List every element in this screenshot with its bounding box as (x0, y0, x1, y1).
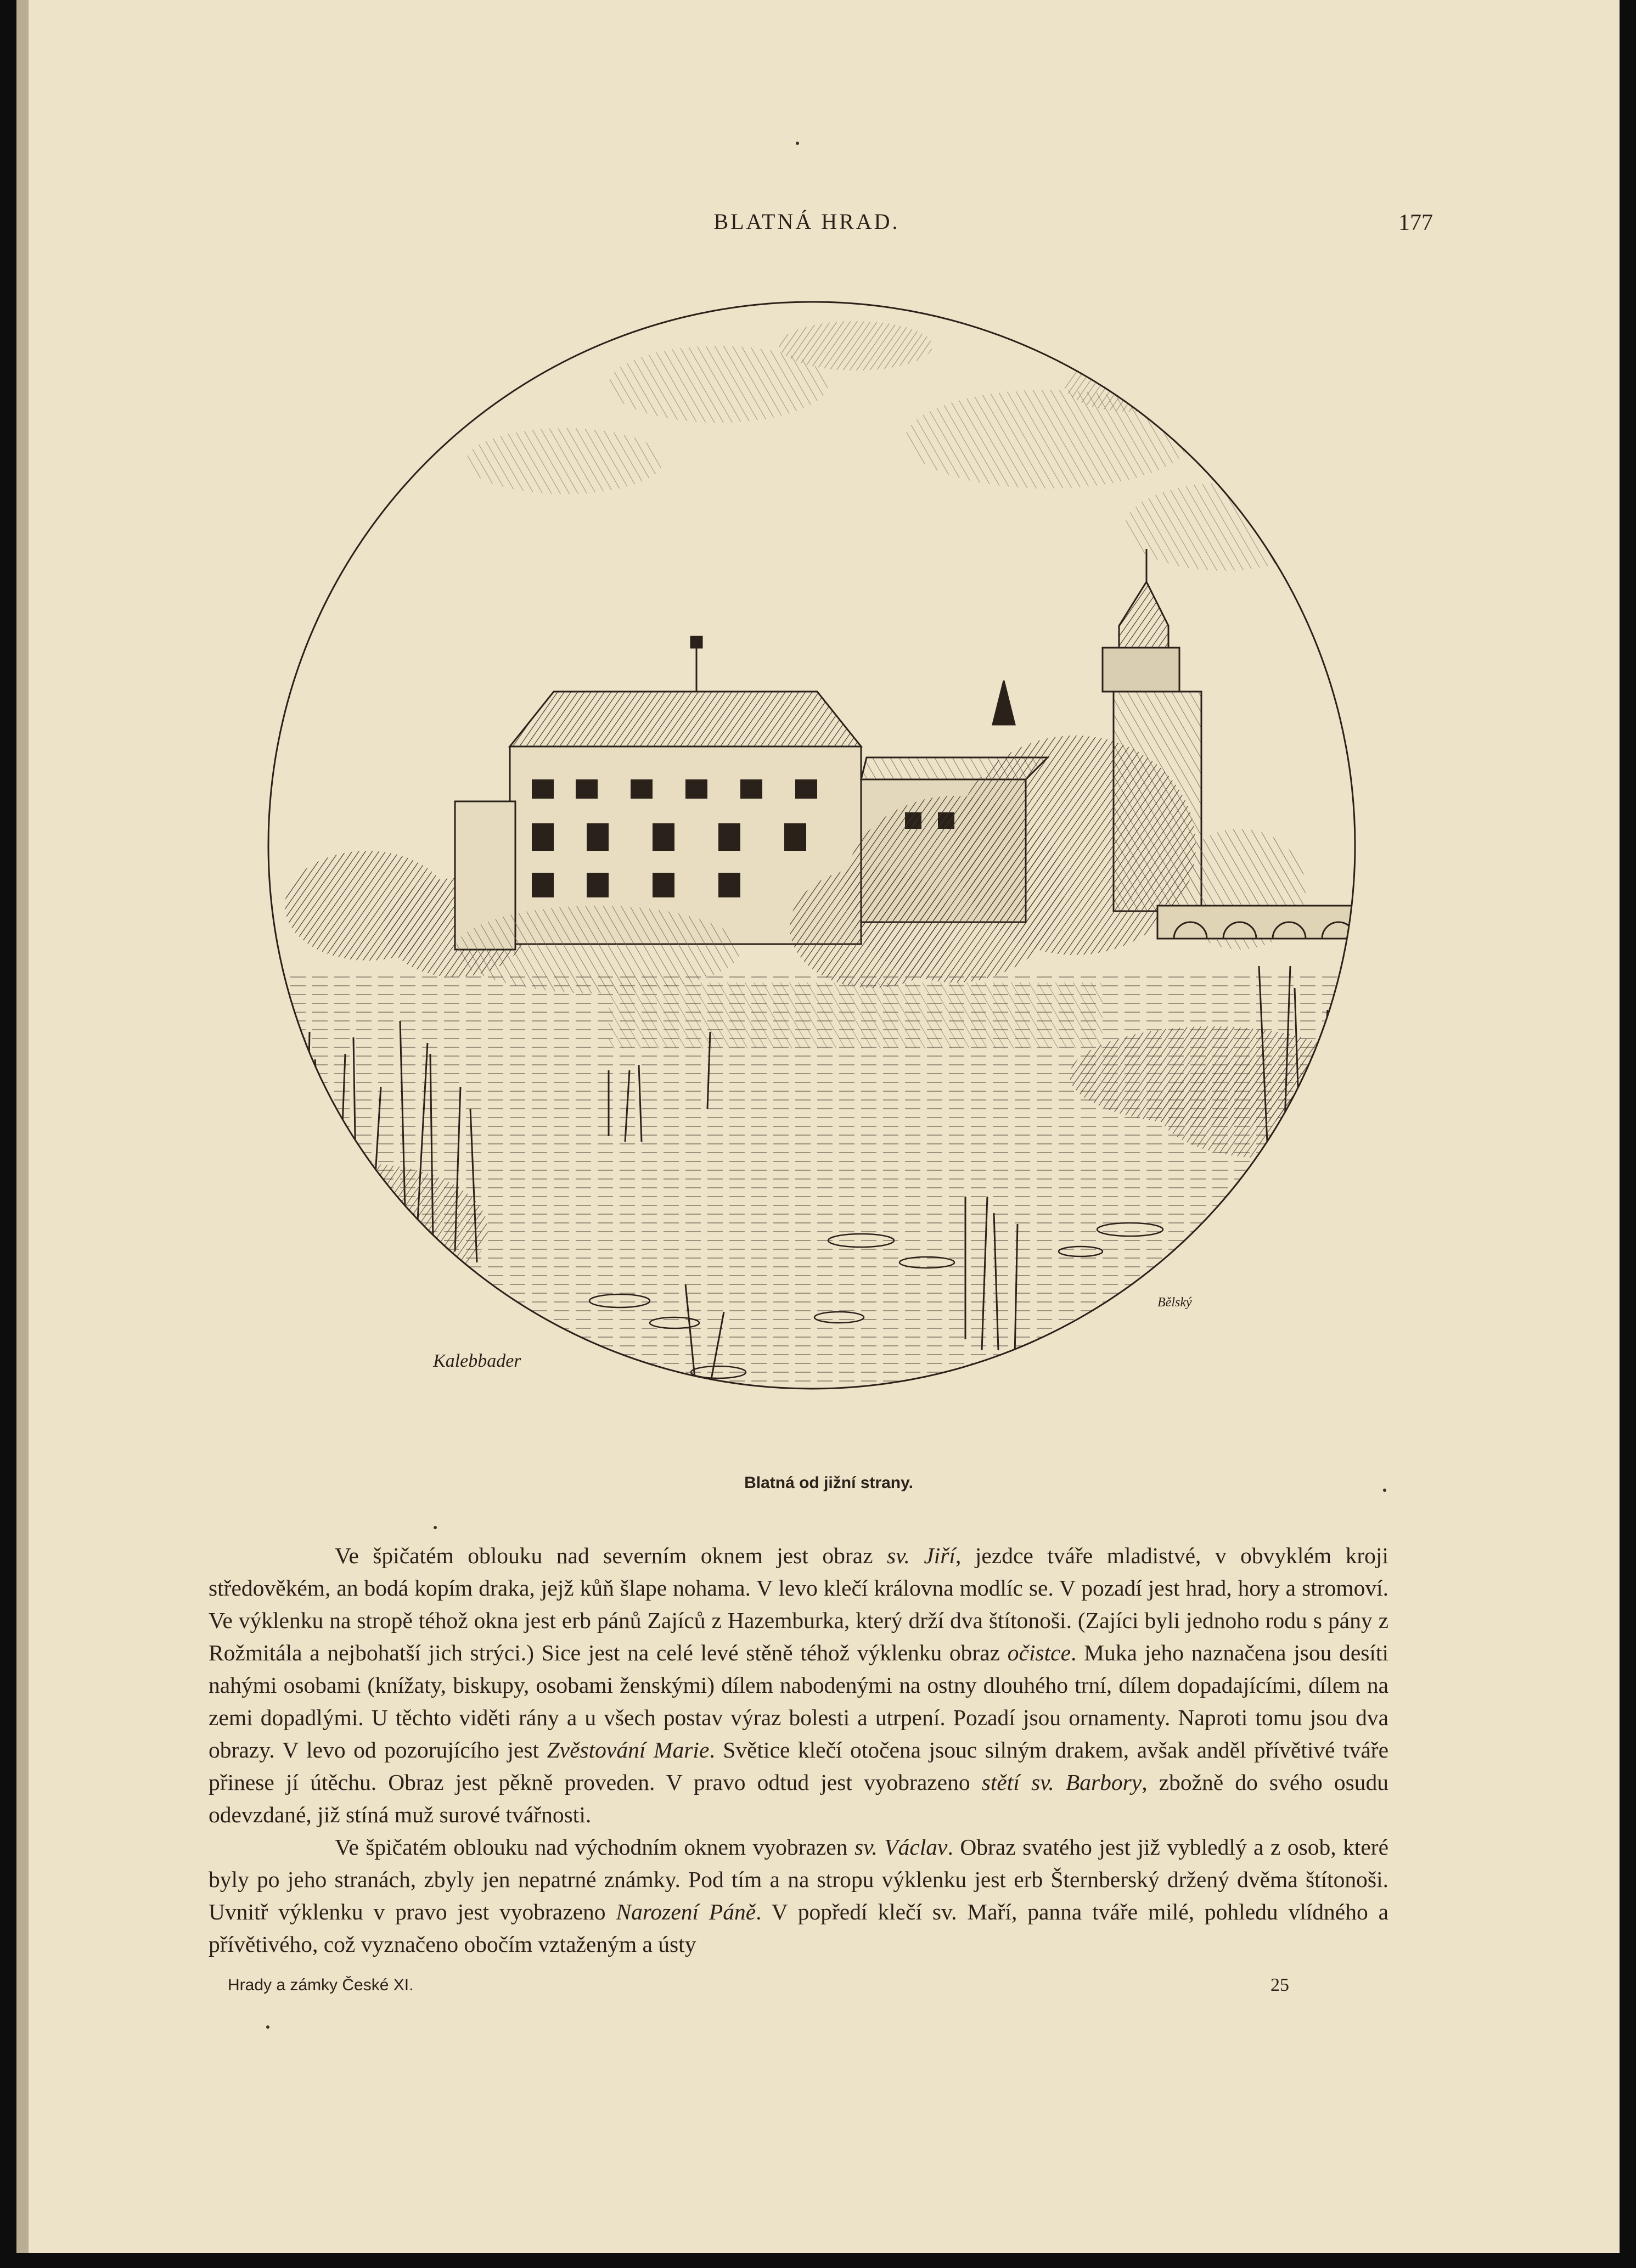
text-run: . Obraz svatého jest již vybledlý a z osob, které byly po jeho stranách, zbyly jen nepatrné známky. Pod tím a na stropu výklenku jest erb Šternberský držený dvěma štítonoši. Uvnitř výklenku v pravo jest vyobrazeno (209, 1834, 1388, 1924)
text-run: , zbožně do svého osudu odevzdané, již stíná muž surové tvářnosti. (209, 1770, 1388, 1827)
running-title: BLATNÁ HRAD. (713, 209, 900, 234)
paragraph (209, 1831, 1388, 1961)
text-run: , jezdce tváře mladistvé, v obvyklém kroji středověkém, an bodá kopím draka, jejž kůň šlape nohama. V levo klečí královna modlíc se. V pozadí jest hrad, hory a stromoví. Ve výklenku na stropě téhož okna jest erb pánů Zajíců z Hazemburka, který drží dva štítonoši. (Zajíci byli jednoho rodu s pány z Rožmitála a nejbohatší jich strýci.) Sice jest na celé levé stěně téhož výklenku obraz (209, 1543, 1388, 1665)
page-number: 177 (1398, 210, 1433, 235)
print-speck (266, 2025, 269, 2029)
artist-signature-right: Bělský (1157, 1295, 1192, 1310)
book-page (16, 0, 1620, 2253)
italic-term: sv. Václav (854, 1834, 948, 1860)
signature-mark: Hrady a zámky České XI. (228, 1976, 414, 1994)
paragraph (209, 1540, 1388, 1831)
italic-term: Zvěstování Marie (547, 1737, 710, 1762)
italic-term: sv. Jiří (886, 1543, 955, 1568)
text-run: Ve špičatém oblouku nad východním oknem vyobrazen (335, 1834, 854, 1860)
sky-clouds (466, 321, 1322, 571)
castle-illustration (224, 296, 1399, 1466)
print-speck (796, 142, 799, 145)
page-binding-edge (16, 0, 29, 2253)
artist-signature-left: Kalebbader (433, 1351, 521, 1371)
text-run: . Muka jeho naznačena jsou desíti nahými osobami (knížaty, biskupy, osobami ženskými) dílem nabodenými na ostny dlouhého trní, dílem dopadajícími, dílem na zemi dopadlými. U těchto viděti rány a u všech postav výraz bolesti a utrpení. Pozadí jsou ornamenty. Naproti tomu jsou dva obrazy. V levo od pozorujícího jest (209, 1640, 1388, 1762)
figure-caption: Blatná od jižní strany. (744, 1474, 913, 1492)
sheet-number: 25 (1270, 1975, 1289, 1995)
italic-term: očistce (1007, 1640, 1071, 1665)
print-speck (434, 1526, 437, 1529)
stone-bridge (1157, 906, 1388, 939)
body-text (209, 1540, 1388, 1961)
text-run: . Světice klečí otočena jsouc silným drakem, avšak anděl přívětivé tváře přinese jí útěchu. Obraz jest pěkně proveden. V pravo odtud jest vyobrazeno (209, 1737, 1388, 1795)
print-speck (1383, 1489, 1386, 1492)
italic-term: stětí sv. Barbory (981, 1770, 1142, 1795)
text-run: . V popředí klečí sv. Maří, panna tváře milé, pohledu vlídného a přívětivého, což vyznačeno obočím vztaženým a ústy (209, 1899, 1388, 1957)
text-run: Ve špičatém oblouku nad severním oknem jest obraz (335, 1543, 887, 1568)
italic-term: Narození Páně (616, 1899, 756, 1924)
